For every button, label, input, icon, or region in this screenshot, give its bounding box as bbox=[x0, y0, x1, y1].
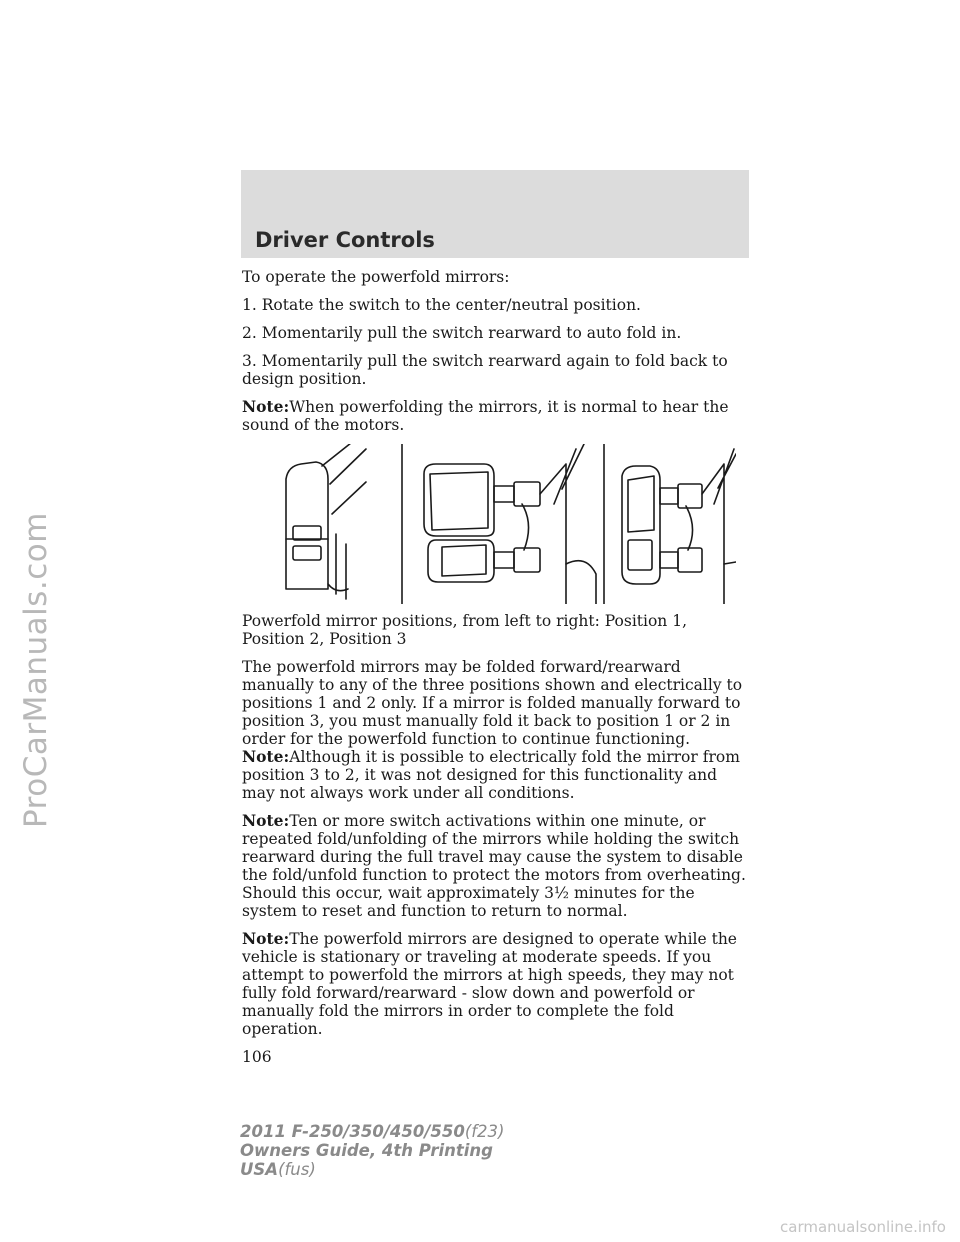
note-label: Note: bbox=[242, 929, 290, 948]
note-label: Note: bbox=[242, 811, 290, 830]
note-overheating bbox=[242, 812, 752, 920]
section-title: Driver Controls bbox=[255, 228, 435, 252]
mirror-illustration bbox=[266, 444, 736, 604]
footer-region-code: (fus) bbox=[278, 1160, 316, 1179]
mirror-position-1 bbox=[286, 444, 366, 599]
footer-region: USA bbox=[240, 1160, 279, 1179]
side-watermark-text: ProCarManuals.com bbox=[18, 512, 54, 828]
fold-positions-paragraph bbox=[242, 658, 752, 802]
footer bbox=[240, 1122, 505, 1179]
page-number: 106 bbox=[242, 1048, 272, 1066]
note-speed bbox=[242, 930, 752, 1038]
intro-text: To operate the powerfold mirrors: bbox=[242, 268, 510, 286]
note-motors bbox=[242, 398, 752, 434]
side-watermark bbox=[6, 360, 66, 980]
step-2: 2. Momentarily pull the switch rearward to auto fold in. bbox=[242, 324, 682, 342]
page-content bbox=[242, 268, 752, 1066]
mirror-positions-figure bbox=[266, 444, 736, 604]
footer-model: 2011 F-250/350/450/550 bbox=[240, 1122, 465, 1141]
figure-caption: Powerfold mirror positions, from left to right: Position 1, Position 2, Position 3 bbox=[242, 612, 687, 648]
note-text: When powerfolding the mirrors, it is normal to hear the sound of the motors. bbox=[242, 398, 729, 434]
note-text: Ten or more switch activations within one minute, or repeated fold/unfolding of the mirrors while holding the switch rearward during the full travel may cause the system to disable the fold/unfold function to protect the motors from overheating. Should this occur, wait approximately 3½ minutes for the system to reset and function to return to normal. bbox=[242, 812, 746, 920]
section-header bbox=[241, 170, 749, 258]
note-text: Although it is possible to electrically fold the mirror from position 3 to 2, it was not designed for this functionality and may not always work under all conditions. bbox=[242, 748, 740, 802]
bottom-watermark: carmanualsonline.info bbox=[780, 1218, 946, 1236]
footer-model-code: (f23) bbox=[464, 1122, 505, 1141]
mirror-position-3 bbox=[622, 449, 736, 604]
mirror-position-2 bbox=[424, 444, 596, 604]
step-1: 1. Rotate the switch to the center/neutral position. bbox=[242, 296, 641, 314]
note-text: The powerfold mirrors are designed to operate while the vehicle is stationary or traveling at moderate speeds. If you attempt to powerfold the mirrors at high speeds, they may not fully fold forward/rearward - slow down and powerfold or manually fold the mirrors in order to complete the fold operation. bbox=[242, 930, 737, 1038]
paragraph-text: The powerfold mirrors may be folded forward/rearward manually to any of the three positions shown and electrically to positions 1 and 2 only. If a mirror is folded manually forward to position 3, you must manually fold it back to position 1 or 2 in order for the powerfold function to continue functioning. bbox=[242, 658, 743, 748]
footer-edition: Owners Guide, 4th Printing bbox=[240, 1141, 493, 1160]
note-label: Note: bbox=[242, 397, 290, 416]
note-label: Note: bbox=[242, 747, 290, 766]
step-3: 3. Momentarily pull the switch rearward again to fold back to design position. bbox=[242, 352, 728, 388]
